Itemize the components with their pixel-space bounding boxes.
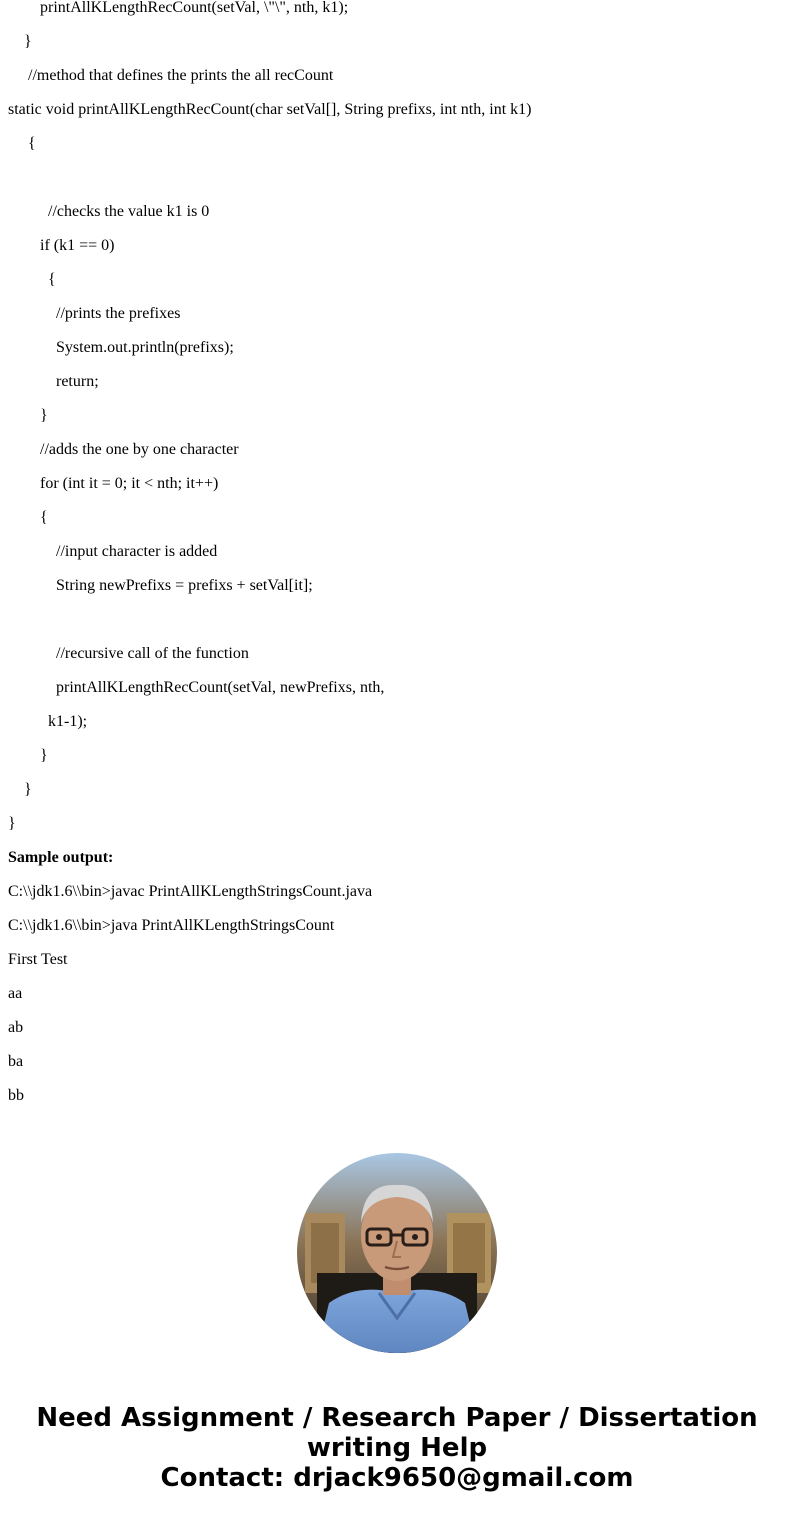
code-line: { (40, 509, 48, 526)
code-line: } (8, 815, 16, 832)
output-line: First Test (8, 951, 68, 968)
code-line: //prints the prefixes (56, 305, 181, 322)
promo-line: writing Help (306, 1433, 488, 1463)
output-line: bb (8, 1087, 24, 1104)
code-line: String newPrefixs = prefixs + setVal[it]; (56, 577, 313, 594)
output-line: ba (8, 1053, 24, 1070)
code-line: } (40, 747, 48, 764)
code-line: k1-1); (48, 713, 88, 730)
code-line: } (24, 33, 32, 50)
code-line: //recursive call of the function (56, 645, 249, 662)
code-line: { (48, 271, 56, 288)
code-line: printAllKLengthRecCount(setVal, \"\", nth, k1); (40, 0, 349, 16)
code-line: //input character is added (56, 543, 218, 560)
code-line: return; (56, 373, 99, 390)
code-line: } (24, 781, 32, 798)
output-line: ab (8, 1019, 24, 1036)
output-line: aa (8, 985, 23, 1002)
contact-email[interactable]: Contact: drjack9650@gmail.com (160, 1463, 634, 1493)
code-line: //method that defines the prints the all recCount (28, 67, 334, 84)
author-portrait (297, 1153, 497, 1353)
code-line: if (k1 == 0) (40, 237, 115, 254)
sample-output-heading: Sample output: (8, 849, 114, 866)
code-line: } (40, 407, 48, 424)
code-line: static void printAllKLengthRecCount(char setVal[], String prefixs, int nth, int k1) (8, 101, 532, 118)
code-line: for (int it = 0; it < nth; it++) (40, 475, 219, 492)
code-line: //checks the value k1 is 0 (48, 203, 210, 220)
output-line: C:\\jdk1.6\\bin>javac PrintAllKLengthStringsCount.java (8, 883, 373, 900)
code-line: System.out.println(prefixs); (56, 339, 234, 356)
code-line: { (28, 135, 36, 152)
code-line: printAllKLengthRecCount(setVal, newPrefixs, nth, (56, 679, 385, 696)
output-line: C:\\jdk1.6\\bin>java PrintAllKLengthStringsCount (8, 917, 335, 934)
contact-banner (0, 1403, 794, 1493)
code-line: //adds the one by one character (40, 441, 239, 458)
promo-line: Need Assignment / Research Paper / Dissertation (36, 1403, 758, 1433)
